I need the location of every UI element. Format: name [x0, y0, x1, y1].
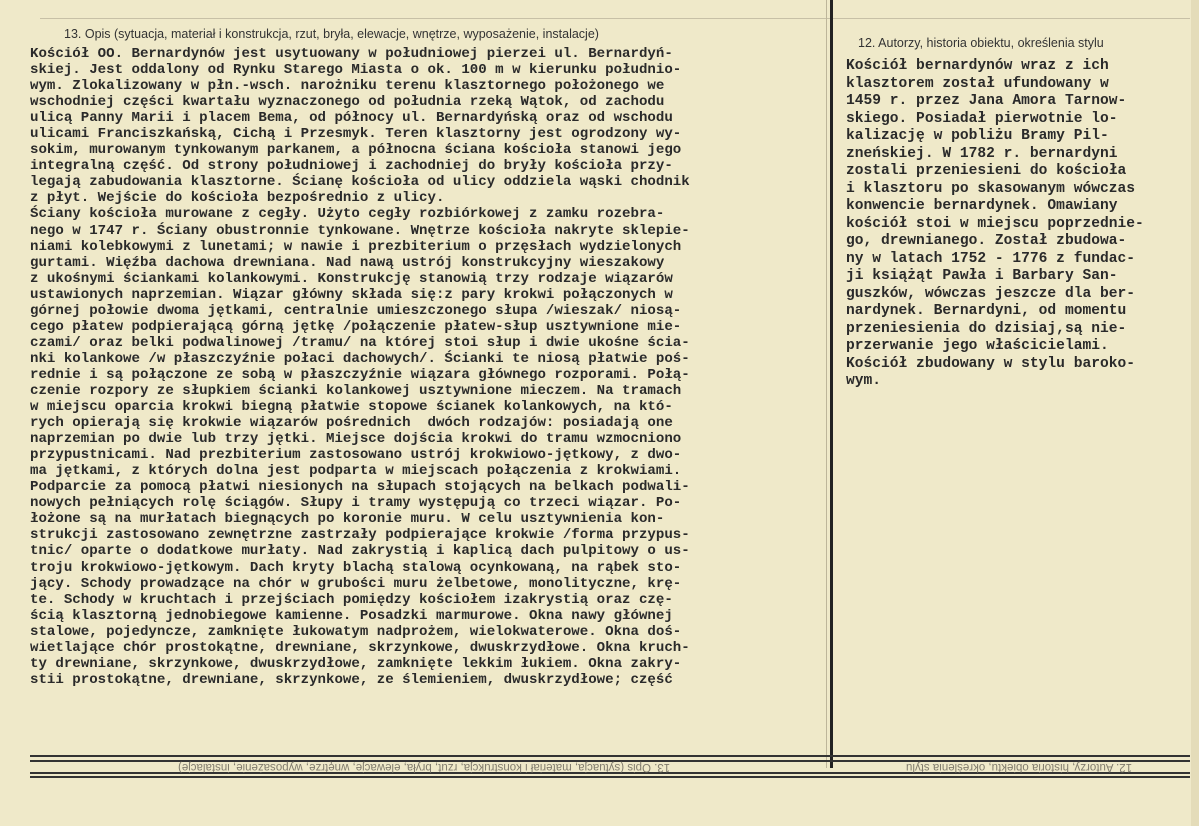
text-line: naprzemian po dwie lub trzy jętki. Miejsce dojścia krokwi do tramu wzmocniono [30, 431, 682, 448]
mirrored-section-13-heading: 13. Opis (sytuacja, materiał i konstrukcja, rzut, bryła, elewacje, wnętrze, wyposażenie, instalacje) [178, 761, 671, 773]
text-line: Podparcie za pomocą płatwi niesionych na słupach stojących na belkach podwali- [30, 479, 690, 496]
text-line: te. Schody w kruchtach i przejściach pomiędzy kościołem izakrystią oraz czę- [30, 591, 673, 608]
section-13-description-text [30, 46, 830, 688]
text-line: strukcji zastosowano zewnętrzne zastrzały podpierające krokwie /forma przypus- [30, 527, 690, 544]
text-line: w miejscu oparcia krokwi biegną płatwie stopowe ścianek kolankowych, na któ- [30, 399, 673, 416]
text-line: cego płatew podpierającą górną jętkę /połączenie płatew-słup usztywnione mie- [30, 318, 682, 335]
fold-line [30, 755, 1190, 757]
text-line: ji książąt Pawła i Barbary San- [846, 268, 1118, 284]
text-line: przypustnicami. Nad prezbiterium zastosowano ustrój krokwiowo-jętkowy, z dwo- [30, 447, 682, 464]
text-line: czami/ oraz belki podwalinowej /tramu/ na której stoi słup i dwie ukośne ścia- [30, 334, 690, 351]
text-line: niami kolebkowymi z lunetami; w nawie i prezbiterium o przęsłach wydzielonych [30, 238, 682, 255]
top-rule [40, 18, 1190, 19]
text-line: nego w 1747 r. Ściany obustronnie tynkowane. Wnętrze kościoła nakryte sklepie- [30, 222, 690, 239]
text-line: integralną część. Od strony południowej i zachodniej do bryły kościoła przy- [30, 158, 673, 175]
section-12-history-text [846, 58, 1146, 391]
text-line: troju krokwiowo-jętkowym. Dach kryty blachą stalową ocynkowaną, na rąbek sto- [30, 559, 682, 576]
text-line: wym. [846, 373, 882, 389]
text-line: zostali przeniesieni do kościoła [846, 163, 1127, 179]
text-line: ulicami Franciszkańską, Cichą i Przesmyk. Teren klasztorny jest ogrodzony wy- [30, 126, 682, 143]
text-line: nowych pełniących rolę ściągów. Słupy i tramy występują co trzeci wiązar. Po- [30, 495, 682, 512]
text-line: guszków, wówczas jeszcze dla ber- [846, 285, 1136, 302]
text-line: stii prostokątne, drewniane, skrzynkowe, ze ślemieniem, dwuskrzydłowe; część [30, 671, 673, 688]
text-line: 1459 r. przez Jana Amora Tarnow- [846, 93, 1127, 109]
text-line: nardynek. Bernardyni, od momentu [846, 303, 1127, 319]
text-line: konwencie bernardynek. Omawiany [846, 198, 1118, 214]
text-line: ulicą Panny Marii i placem Bema, od północy ul. Bernardyńską oraz od wschodu [30, 110, 673, 127]
mirrored-section-12-heading: 12. Autorzy, historia obiektu, określenia stylu [906, 761, 1133, 773]
text-line: Ściany kościoła murowane z cegły. Użyto cegły rozbiórkowej z zamku rozebra- [30, 206, 665, 223]
text-line: Kościół zbudowany w stylu baroko- [846, 355, 1136, 372]
section-13-heading: 13. Opis (sytuacja, materiał i konstrukcja, rzut, bryła, elewacje, wnętrze, wyposażenie, instalacje) [64, 27, 599, 41]
text-line: z ukośnymi ściankami kolankowymi. Konstrukcję stanowią trzy rodzaje wiązarów [30, 270, 673, 287]
text-line: ustawionych naprzemian. Wiązar główny składa się:z pary krokwi połączonych w [30, 286, 673, 303]
section-12-heading: 12. Autorzy, historia obiektu, określenia stylu [858, 36, 1104, 50]
text-line: kościół stoi w miejscu poprzednie- [846, 215, 1144, 232]
text-line: wym. Zlokalizowany w płn.-wsch. narożniku terenu klasztornego położonego we [30, 78, 665, 95]
text-line: sokim, murowanym tynkowanym parkanem, a północna ściana kościoła stanowi jego [30, 142, 682, 159]
text-line: górnej połowie dwoma jętkami, centralnie umieszczonego słupa /wieszak/ niosą- [30, 302, 682, 319]
text-line: rych opierają się krokwie wiązarów pośrednich dwóch rodzajów: posiadają one [30, 415, 673, 432]
fold-line [30, 776, 1190, 778]
text-line: legają zabudowania klasztorne. Ścianę kościoła od ulicy oddziela wąski chodnik [30, 174, 690, 191]
text-line: skiego. Posiadał pierwotnie lo- [846, 110, 1118, 127]
text-line: przerwanie jego właścicielami. [846, 338, 1109, 354]
text-line: go, drewnianego. Został zbudowa- [846, 233, 1127, 249]
text-line: skiej. Jest oddalony od Rynku Starego Miasta o ok. 100 m w kierunku południo- [30, 62, 682, 79]
text-line: i klasztoru po skasowanym wówczas [846, 180, 1136, 197]
text-line: kalizację w pobliżu Bramy Pil- [846, 128, 1109, 144]
text-line: klasztorem został ufundowany w [846, 75, 1109, 92]
paper-edge [1191, 0, 1199, 826]
text-line: czenie rozpory ze słupkiem ścianki kolankowej usztywnione mieczem. Na tramach [30, 382, 682, 399]
text-line: rednie i są połączone ze sobą w płaszczyźnie wiązara głównego rozporami. Połą- [30, 366, 690, 383]
text-line: przeniesienia do dzisiaj,są nie- [846, 320, 1127, 337]
text-line: ty drewniane, skrzynkowe, dwuskrzydłowe, zamknięte lekkim łukiem. Okna zakry- [30, 655, 682, 672]
text-line: wschodniej części kwartału wyznaczonego od południa rzeką Wątok, od zachodu [30, 94, 665, 111]
text-line: gurtami. Więźba dachowa drewniana. Nad nawą ustrój konstrukcyjny wieszakowy [30, 254, 665, 271]
column-divider [830, 0, 833, 768]
text-line: ścią klasztorną jednobiegowe kamienne. Posadzki marmurowe. Okna nawy głównej [30, 607, 673, 624]
text-line: nki kolankowe /w płaszczyźnie połaci dachowych/. Ścianki te niosą płatwie poś- [30, 350, 690, 367]
text-line: tnic/ oparte o dodatkowe murłaty. Nad zakrystią i kaplicą dach pulpitowy o us- [30, 543, 690, 560]
text-line: wietlające chór prostokątne, drewniane, skrzynkowe, dwuskrzydłowe. Okna kruch- [30, 639, 690, 656]
text-line: jący. Schody prowadzące na chór w grubości muru żelbetowe, monolityczne, krę- [30, 575, 682, 592]
text-line: ny w latach 1752 - 1776 z fundac- [846, 250, 1136, 267]
text-line: łożone są na murłatach biegnących po koronie muru. W celu usztywnienia kon- [30, 511, 665, 528]
text-line: Kościół bernardynów wraz z ich [846, 58, 1109, 74]
text-line: stalowe, pojedyncze, zamknięte łukowatym nadprożem, wielokwaterowe. Okna doś- [30, 623, 682, 640]
text-line: z płyt. Wejście do kościoła bezpośrednio z ulicy. [30, 190, 445, 207]
text-line: zneńskiej. W 1782 r. bernardyni [846, 145, 1118, 162]
text-line: Kościół OO. Bernardynów jest usytuowany w południowej pierzei ul. Bernardyń- [30, 46, 673, 62]
text-line: ma jętkami, z których dolna jest podparta w miejscach połączenia z krokwiami. [30, 463, 682, 480]
